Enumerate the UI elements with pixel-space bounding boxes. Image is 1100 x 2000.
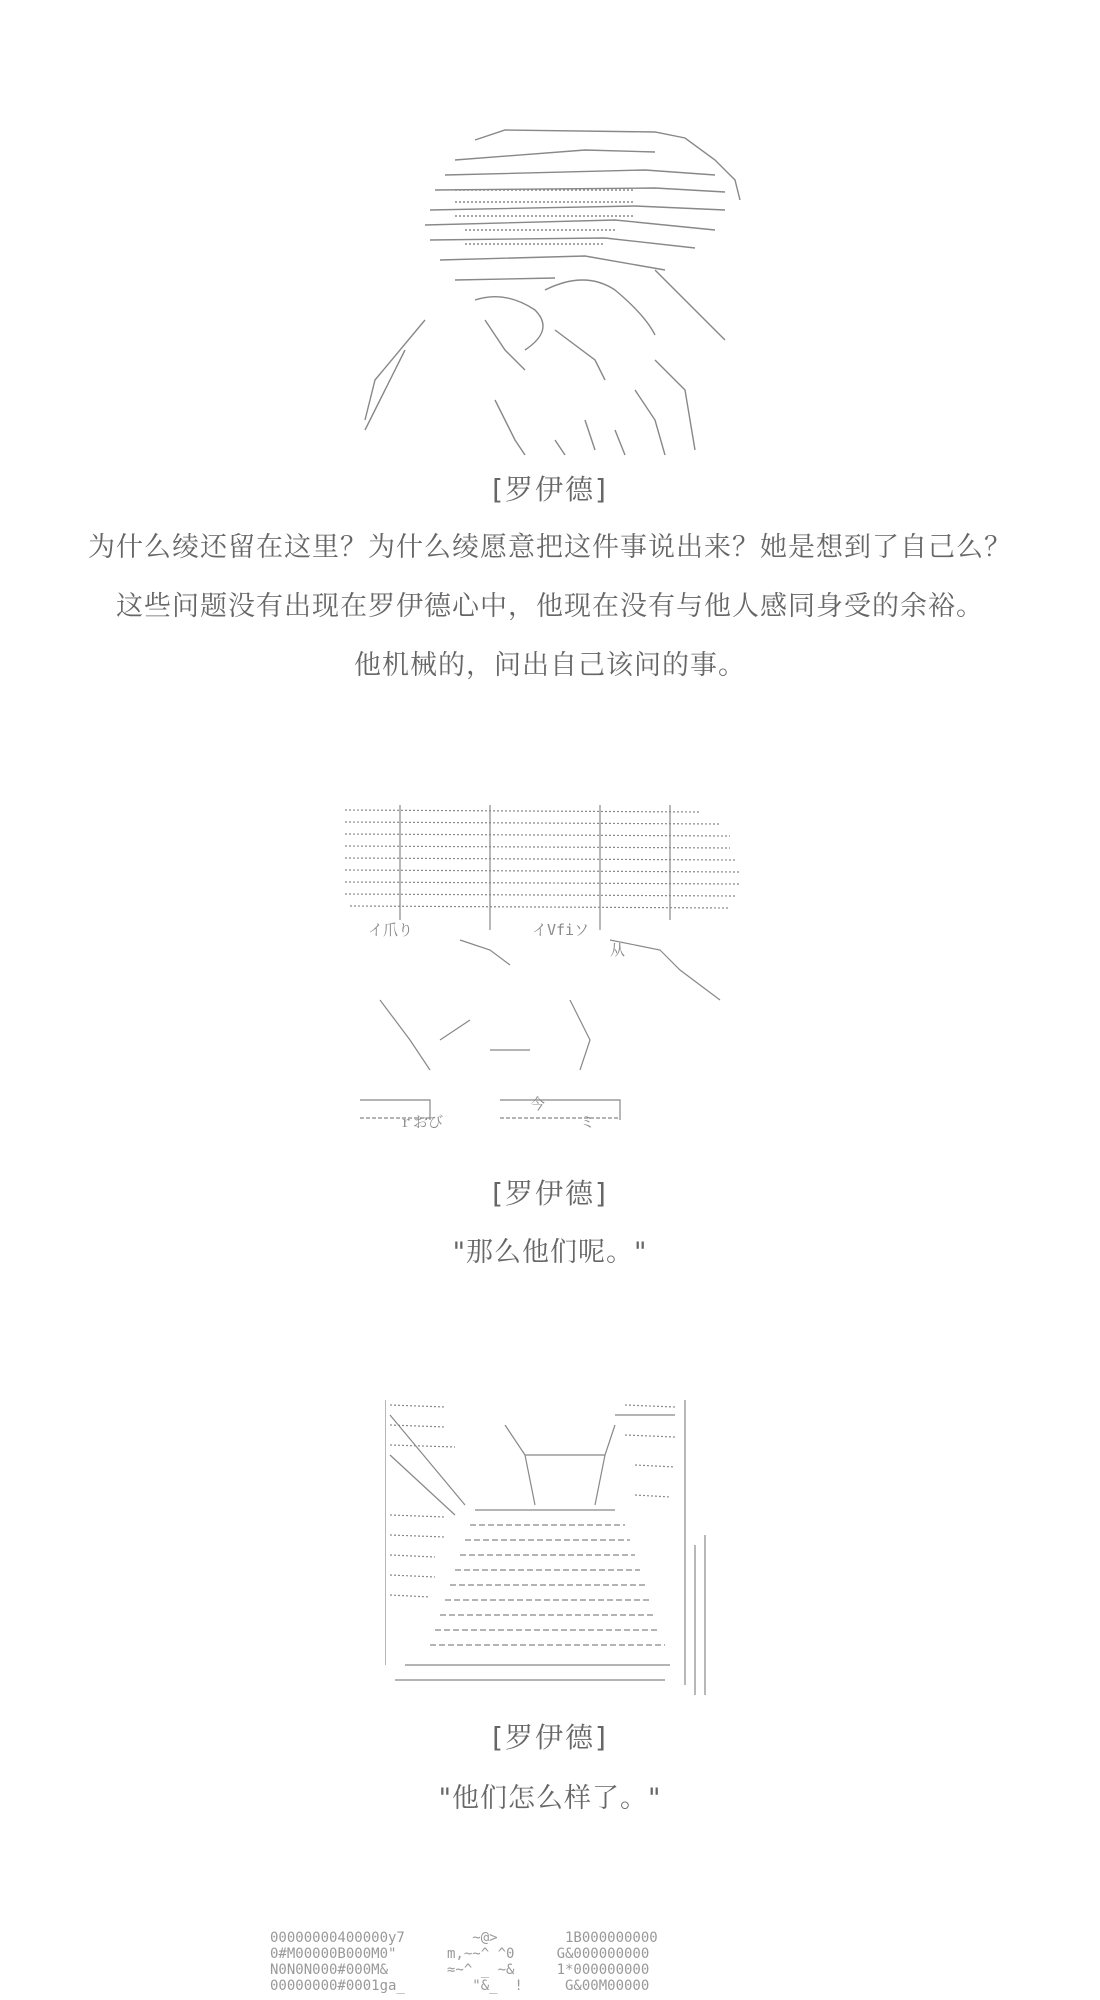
ascii-art-partial-bottom bbox=[270, 1930, 830, 2000]
narration-line-3: 他机械的，问出自己该问的事。 bbox=[354, 650, 746, 681]
bottom-art-row-2: 0#M00000B000M0" m,~~^ ^0 G&000000000 bbox=[270, 1946, 650, 1962]
speaker-label-3: [罗伊德] bbox=[492, 1721, 608, 1754]
speaker-label-1: [罗伊德] bbox=[492, 473, 608, 506]
narration-line-2: 这些问题没有出现在罗伊德心中，他现在没有与他人感同身受的余裕。 bbox=[116, 591, 984, 622]
aa-label-now: 今 bbox=[530, 1095, 546, 1113]
narration-line-1: 为什么绫还留在这里？为什么绫愿意把这件事说出来？她是想到了自己么？ bbox=[88, 532, 1012, 563]
bottom-art-row-3: N0N0N000#000M& ≈~^ _ ~& 1*000000000 bbox=[270, 1962, 650, 1978]
ascii-art-character-1 bbox=[355, 120, 755, 460]
aa-label-obi: ｒおび bbox=[398, 1113, 444, 1131]
ascii-art-drawing-2 bbox=[340, 800, 760, 1150]
ascii-art-drawing-1 bbox=[355, 120, 755, 460]
ascii-art-drawing-3 bbox=[385, 1395, 715, 1695]
dialogue-line-2: "他们怎么样了。" bbox=[438, 1783, 662, 1814]
ascii-art-room-scene bbox=[385, 1395, 715, 1695]
aa-label-crowd: 从 bbox=[610, 941, 626, 959]
aa-label-fang: イVfiソ bbox=[532, 921, 590, 939]
bottom-art-row-4: 00000000#0001ga_ "&_ ! G&00M00000 bbox=[270, 1978, 650, 1994]
bottom-art-row-1: 00000000400000y7 ~@> 1B000000000 bbox=[270, 1930, 658, 1946]
speaker-label-2: [罗伊德] bbox=[492, 1177, 608, 1210]
ascii-art-character-2 bbox=[340, 800, 760, 1150]
aa-label-mi: ミ bbox=[580, 1113, 596, 1131]
aa-label-claw: イ爪り bbox=[368, 921, 414, 939]
dialogue-line-1: "那么他们呢。" bbox=[452, 1237, 648, 1268]
